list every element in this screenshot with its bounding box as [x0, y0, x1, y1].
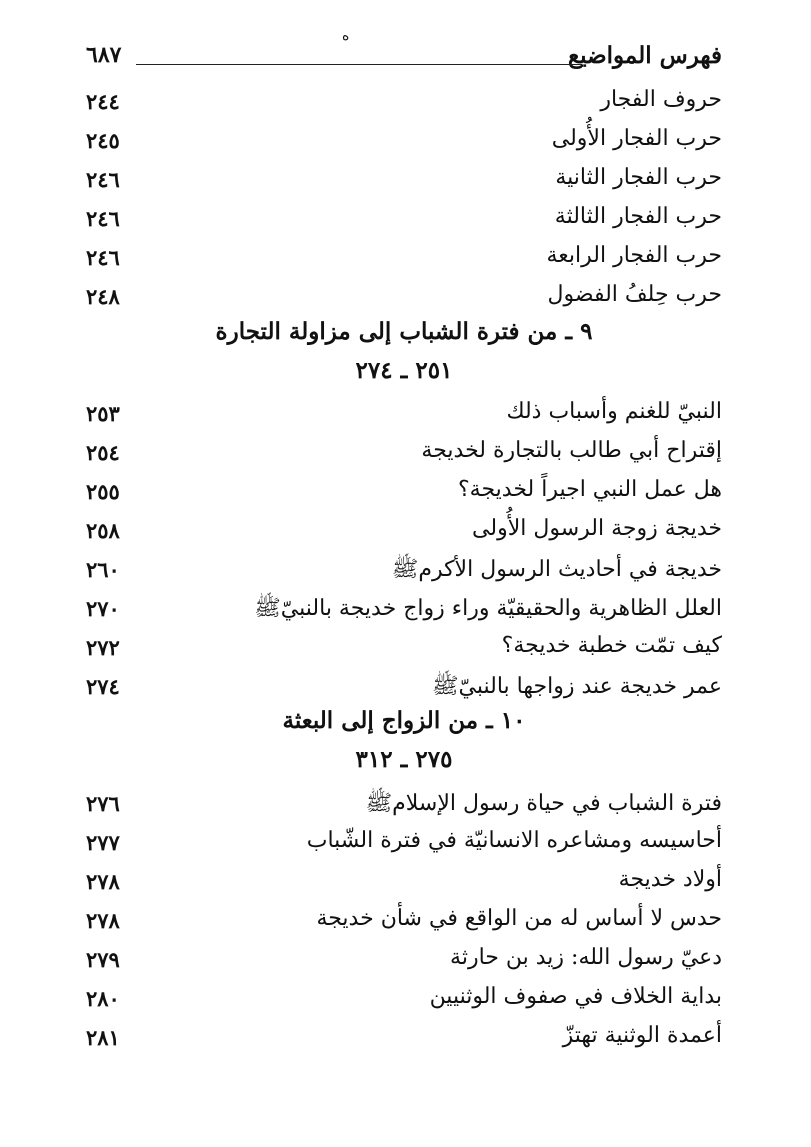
- toc-entry-label: أولاد خديجة: [618, 867, 722, 892]
- toc-entry-page: ٢٤٨: [86, 284, 120, 309]
- toc-entry-label: إقتراح أبي طالب بالتجارة لخديجة: [421, 438, 722, 463]
- toc-entry-page: ٢٧٠: [86, 596, 120, 621]
- section-heading: [86, 707, 722, 747]
- header-title: فهرس المواضيع: [567, 42, 722, 69]
- toc-entry: [86, 980, 722, 1020]
- toc-entry-label: حدس لا أساس له من الواقع في شأن خديجة: [316, 906, 722, 931]
- toc-entry: [86, 200, 722, 240]
- toc-entry-page: ٢٧٧: [86, 830, 120, 855]
- toc-entry-label: خديجة في أحاديث الرسول الأكرمﷺ: [391, 557, 722, 582]
- toc-entry: [86, 590, 722, 630]
- toc-entry-label: بداية الخلاف في صفوف الوثنيين: [429, 984, 722, 1009]
- toc-entry: [86, 434, 722, 474]
- header-page-number: ٦٨٧: [86, 42, 122, 68]
- toc-entry: [86, 863, 722, 903]
- toc-entry: [86, 278, 722, 318]
- toc-entry-page: ٢٤٦: [86, 206, 120, 231]
- toc-entry: [86, 122, 722, 162]
- toc-entry: [86, 161, 722, 201]
- toc-entry-label: أعمدة الوثنية تهتزّ: [562, 1023, 722, 1048]
- toc-entry-label: حرب الفجار الأُولى: [551, 126, 722, 151]
- toc-entry-page: ٢٥٣: [86, 401, 120, 426]
- section-range: [86, 357, 722, 397]
- toc-entry-label: عمر خديجة عند زواجها بالنبيّﷺ: [431, 674, 722, 699]
- page-mark: ه: [342, 28, 350, 44]
- toc-entry-label: حرب الفجار الثالثة: [554, 204, 722, 229]
- toc-entry-page: ٢٤٤: [86, 89, 120, 114]
- toc-entry-page: ٢٧٨: [86, 908, 120, 933]
- toc-entry-page: ٢٨٠: [86, 986, 120, 1011]
- toc-entry: [86, 83, 722, 123]
- toc-entry-page: ٢٧٢: [86, 635, 120, 660]
- toc-entry: [86, 902, 722, 942]
- toc-entry-label: العلل الظاهرية والحقيقيّة وراء زواج خديجة بالنبيّﷺ: [254, 596, 722, 621]
- toc-entry-page: ٢٤٦: [86, 167, 120, 192]
- section-heading: [86, 318, 722, 358]
- toc-entry: [86, 473, 722, 513]
- toc-entry: [86, 551, 722, 591]
- section-range: [86, 746, 722, 786]
- toc-entry-page: ٢٥٤: [86, 440, 120, 465]
- section-title: ١٠ ـ من الزواج إلى البعثة: [282, 707, 526, 734]
- toc-entry: [86, 629, 722, 669]
- toc-entry-label: حروف الفجار: [600, 87, 722, 112]
- toc-entry: [86, 941, 722, 981]
- toc-entry-label: حرب الفجار الثانية: [555, 165, 722, 190]
- toc-entry-label: خديجة زوجة الرسول الأُولى: [472, 516, 722, 541]
- toc-entry-page: ٢٦٠: [86, 557, 120, 582]
- toc-entry-label: فترة الشباب في حياة رسول الإسلامﷺ: [365, 791, 722, 816]
- toc-entry-page: ٢٤٦: [86, 245, 120, 270]
- toc-entry: [86, 239, 722, 279]
- toc-entry: [86, 395, 722, 435]
- page-header: [86, 40, 722, 76]
- toc-entry-label: هل عمل النبي اجيراً لخديجة؟: [457, 477, 722, 502]
- toc-entry-label: حرب الفجار الرابعة: [546, 243, 722, 268]
- toc-entry-page: ٢٧٦: [86, 791, 120, 816]
- toc-entry: [86, 824, 722, 864]
- section-title: ٩ ـ من فترة الشباب إلى مزاولة التجارة: [215, 318, 593, 345]
- toc-entry-label: دعيّ رسول الله: زيد بن حارثة: [450, 945, 722, 970]
- toc-entry-label: النبيّ للغنم وأسباب ذلك: [506, 399, 722, 424]
- section-range-text: ٢٥١ ـ ٢٧٤: [355, 357, 453, 384]
- toc-entry: [86, 668, 722, 708]
- toc-entry-page: ٢٥٨: [86, 518, 120, 543]
- toc-entry-page: ٢٨١: [86, 1025, 120, 1050]
- toc-entry-label: أحاسيسه ومشاعره الانسانيّة في فترة الشّباب: [306, 828, 722, 853]
- toc-entry: [86, 1019, 722, 1059]
- toc-entry: [86, 785, 722, 825]
- header-rule: [136, 64, 582, 65]
- toc-entry-page: ٢٧٩: [86, 947, 120, 972]
- toc-entry-label: حرب حِلفُ الفضول: [547, 282, 722, 307]
- section-range-text: ٢٧٥ ـ ٣١٢: [355, 746, 453, 773]
- toc-entry-page: ٢٤٥: [86, 128, 120, 153]
- toc-entry: [86, 512, 722, 552]
- toc-entry-page: ٢٧٤: [86, 674, 120, 699]
- toc-entry-label: كيف تمّت خطبة خديجة؟: [501, 633, 722, 658]
- toc-entry-page: ٢٧٨: [86, 869, 120, 894]
- toc-entry-page: ٢٥٥: [86, 479, 120, 504]
